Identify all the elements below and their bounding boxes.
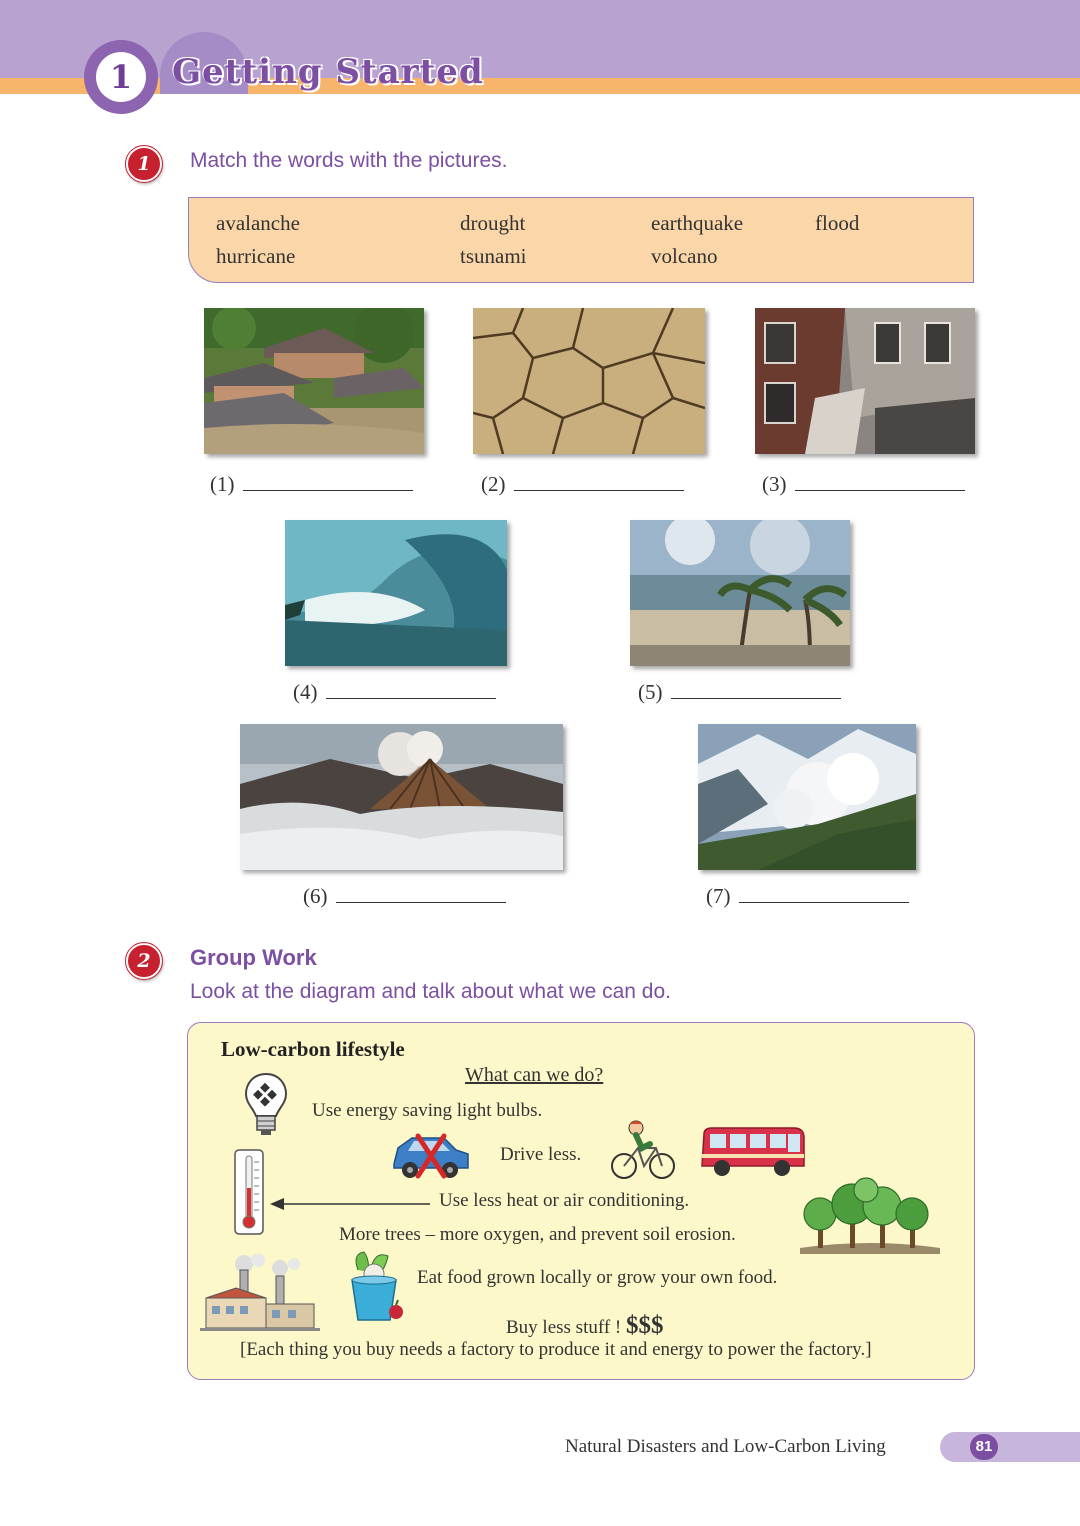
earthquake-photo [755, 308, 975, 454]
item-local-food: Eat food grown locally or grow your own food. [417, 1267, 778, 1288]
answer-label: (5) [638, 680, 663, 704]
answer-label: (1) [210, 472, 235, 496]
answer-label: (4) [293, 680, 318, 704]
answer-blank[interactable] [326, 680, 496, 699]
item-factory-note: [Each thing you buy needs a factory to produce it and energy to power the factory.] [240, 1339, 872, 1360]
hurricane-photo [630, 520, 850, 666]
answer-label: (6) [303, 884, 328, 908]
section-1-instruction: Match the words with the pictures. [190, 149, 508, 172]
thermometer-icon [232, 1148, 266, 1241]
item-more-trees: More trees – more oxygen, and prevent soil erosion. [339, 1224, 736, 1245]
trees-icon [800, 1174, 940, 1261]
answer-6 [303, 884, 506, 909]
cyclist-icon [608, 1118, 678, 1187]
answer-2 [481, 472, 684, 497]
answer-label: (7) [706, 884, 731, 908]
light-bulb-icon [244, 1072, 288, 1143]
item-buy-less [506, 1312, 663, 1340]
footer-tab [940, 1432, 1080, 1462]
buy-less-text: Buy less stuff ! [506, 1317, 622, 1338]
answer-1 [210, 472, 413, 497]
bus-icon [698, 1124, 808, 1185]
section-2-badge: 2 [126, 943, 162, 979]
car-crossed-icon [388, 1130, 472, 1187]
footer-title: Natural Disasters and Low-Carbon Living [565, 1436, 886, 1457]
page-number: 81 [970, 1434, 998, 1460]
word-box [188, 197, 974, 283]
answer-blank[interactable] [243, 472, 413, 491]
section-1-badge: 1 [126, 146, 162, 182]
answer-label: (2) [481, 472, 506, 496]
avalanche-photo [698, 724, 916, 870]
volcano-photo [240, 724, 563, 870]
answer-7 [706, 884, 909, 909]
answer-blank[interactable] [795, 472, 965, 491]
item-light-bulbs: Use energy saving light bulbs. [312, 1100, 543, 1121]
word-hurricane: hurricane [216, 244, 296, 268]
diagram-title: Low-carbon lifestyle [221, 1037, 405, 1061]
word-flood: flood [815, 211, 860, 235]
word-earthquake: earthquake [651, 211, 744, 235]
flood-photo [204, 308, 424, 454]
dollar-signs: $$$ [625, 1312, 664, 1339]
answer-label: (3) [762, 472, 787, 496]
factory-icon [200, 1254, 320, 1339]
word-avalanche: avalanche [216, 211, 300, 235]
tsunami-photo [285, 520, 507, 666]
word-volcano: volcano [651, 244, 718, 268]
unit-number: 1 [96, 52, 146, 102]
answer-3 [762, 472, 965, 497]
item-less-heat: Use less heat or air conditioning. [439, 1190, 690, 1211]
item-drive-less: Drive less. [500, 1144, 582, 1165]
word-tsunami: tsunami [460, 244, 527, 268]
answer-blank[interactable] [514, 472, 684, 491]
answer-blank[interactable] [739, 884, 909, 903]
section-2-instruction: Look at the diagram and talk about what we can do. [190, 980, 671, 1003]
group-work-title: Group Work [190, 945, 317, 970]
drought-photo [473, 308, 705, 454]
arrow-icon [270, 1196, 432, 1217]
vegetables-icon [344, 1250, 406, 1331]
answer-4 [293, 680, 496, 705]
word-drought: drought [460, 211, 526, 235]
answer-blank[interactable] [671, 680, 841, 699]
answer-5 [638, 680, 841, 705]
unit-title: Getting Started [172, 52, 484, 92]
answer-blank[interactable] [336, 884, 506, 903]
diagram-question: What can we do? [465, 1064, 604, 1086]
